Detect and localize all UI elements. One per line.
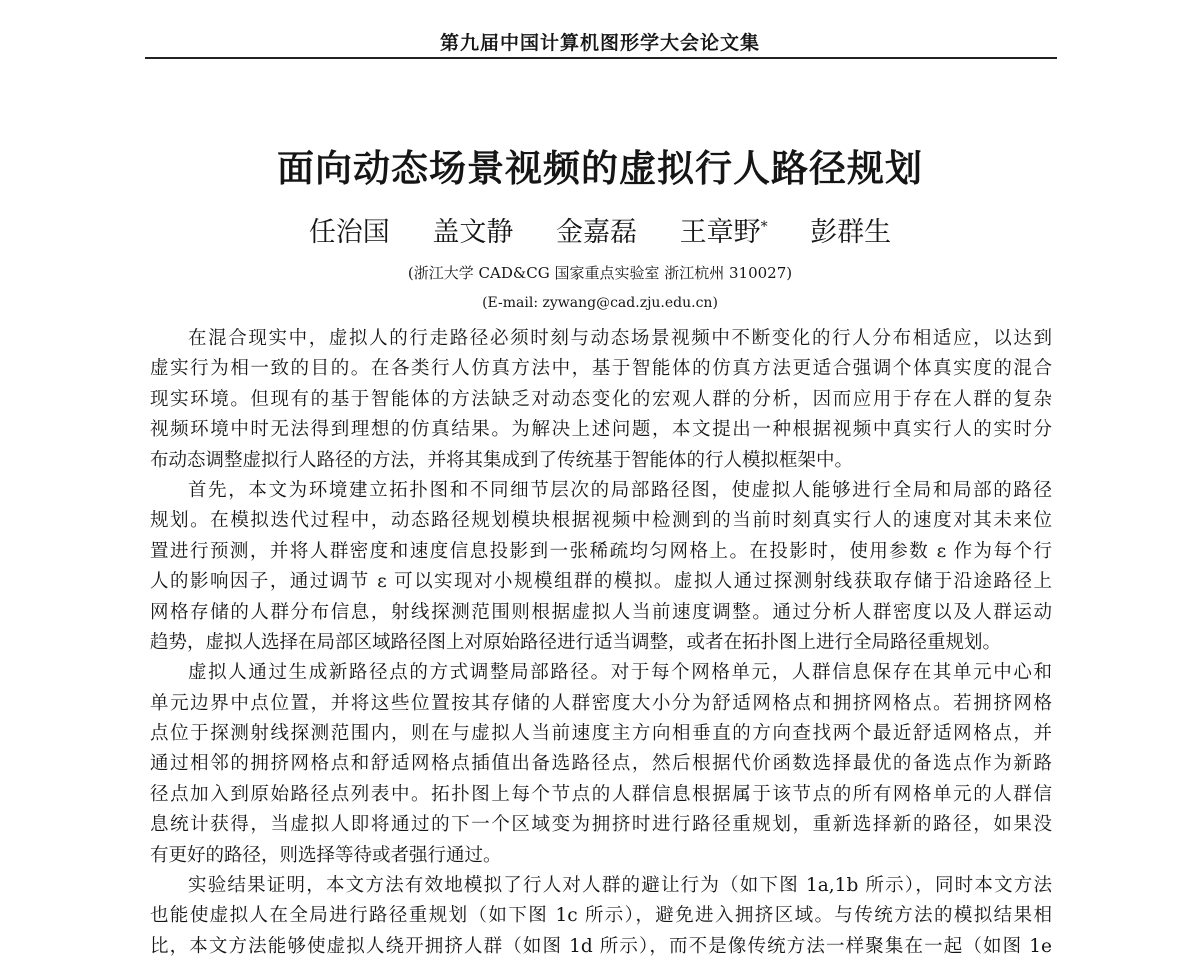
header-rule <box>145 57 1057 59</box>
author: 金嘉磊 <box>556 217 637 248</box>
paragraph-line: 首先，本文为环境建立拓扑图和不同细节层次的局部路径图，使虚拟人能够进行全局和局部的路径 <box>188 479 1052 501</box>
author: 盖文静 <box>432 217 514 248</box>
paragraph-line: 置进行预测，并将人群密度和速度信息投影到一张稀疏均匀网格上。在投影时，使用参数 ε 作为每个行 <box>150 540 1052 562</box>
paragraph-line: 息统计获得，当虚拟人即将通过的下一个区域变为拥挤时进行路径重规划，重新选择新的路径，如果没 <box>150 814 1052 836</box>
paragraph-line: 虚拟人通过生成新路径点的方式调整局部路径。对于每个网格单元，人群信息保存在其单元中心和 <box>188 662 1052 684</box>
affiliation: (浙江大学 CAD&CG 国家重点实验室 浙江杭州 310027) <box>407 264 793 282</box>
paragraph-line: 点位于探测射线探测范围内，则在与虚拟人当前速度主方向相垂直的方向查找两个最近舒适网格点，并 <box>150 723 1052 745</box>
author: 王章野 <box>679 217 761 248</box>
paragraph-line: 视频环境中时无法得到理想的仿真结果。为解决上述问题，本文提出一种根据视频中真实行人的实时分 <box>150 419 1052 441</box>
author-list <box>0 210 1200 249</box>
author: 彭群生 <box>810 217 892 248</box>
paragraph-line: 比，本文方法能够使虚拟人绕开拥挤人群（如图 1d 所示），而不是像传统方法一样聚集在一起（如图 1e <box>150 935 1052 957</box>
paragraph-line: 径点加入到原始路径点列表中。拓扑图上每个节点的人群信息根据属于该节点的所有网格单元的人群信 <box>150 783 1052 805</box>
paragraph-line: 人的影响因子，通过调节 ε 可以实现对小规模组群的模拟。虚拟人通过探测射线获取存储于沿途路径上 <box>150 571 1052 593</box>
paragraph-line: 有更好的路径，则选择等待或者强行通过。 <box>150 844 502 866</box>
paper-title: 面向动态场景视频的虚拟行人路径规划 <box>277 147 923 190</box>
paragraph-line: 网格存储的人群分布信息，射线探测范围则根据虚拟人当前速度调整。通过分析人群密度以及人群运动 <box>150 601 1052 623</box>
paragraph-line: 也能使虚拟人在全局进行路径重规划（如下图 1c 所示），避免进入拥挤区域。与传统方法的模拟结果相 <box>150 905 1052 927</box>
paragraph-line: 现实环境。但现有的基于智能体的方法缺乏对动态变化的宏观人群的分析，因而应用于存在人群的复杂 <box>150 388 1052 410</box>
author: 任治国 <box>308 217 390 248</box>
corresponding-mark: * <box>760 219 768 235</box>
paragraph-line: 在混合现实中，虚拟人的行走路径必须时刻与动态场景视频中不断变化的行人分布相适应，以达到 <box>188 328 1052 349</box>
email: (E-mail: zywang@cad.zju.edu.cn) <box>482 295 718 311</box>
author-corresponding <box>680 217 768 248</box>
abstract-body <box>150 324 1052 962</box>
paragraph-line: 布动态调整虚拟行人路径的方法，并将其集成到了传统基于智能体的行人模拟框架中。 <box>150 449 854 471</box>
paragraph-line: 单元边界中点位置，并将这些位置按其存储的人群密度大小分为舒适网格点和拥挤网格点。若拥挤网格 <box>150 692 1052 714</box>
paragraph-line: 实验结果证明，本文方法有效地模拟了行人对人群的避让行为（如下图 1a,1b 所示），同时本文方法 <box>188 875 1052 897</box>
paragraph-line: 趋势，虚拟人选择在局部区域路径图上对原始路径进行适当调整，或者在拓扑图上进行全局路径重规划。 <box>150 631 1002 653</box>
paragraph-line: 规划。在模拟迭代过程中，动态路径规划模块根据视频中检测到的当前时刻真实行人的速度对其未来位 <box>150 510 1052 532</box>
paragraph-line: 通过相邻的拥挤网格点和舒适网格点插值出备选路径点，然后根据代价函数选择最优的备选点作为新路 <box>150 753 1052 775</box>
paragraph-line: 虚实行为相一致的目的。在各类行人仿真方法中，基于智能体的仿真方法更适合强调个体真实度的混合 <box>150 358 1052 380</box>
running-header: 第九届中国计算机图形学大会论文集 <box>439 32 760 54</box>
